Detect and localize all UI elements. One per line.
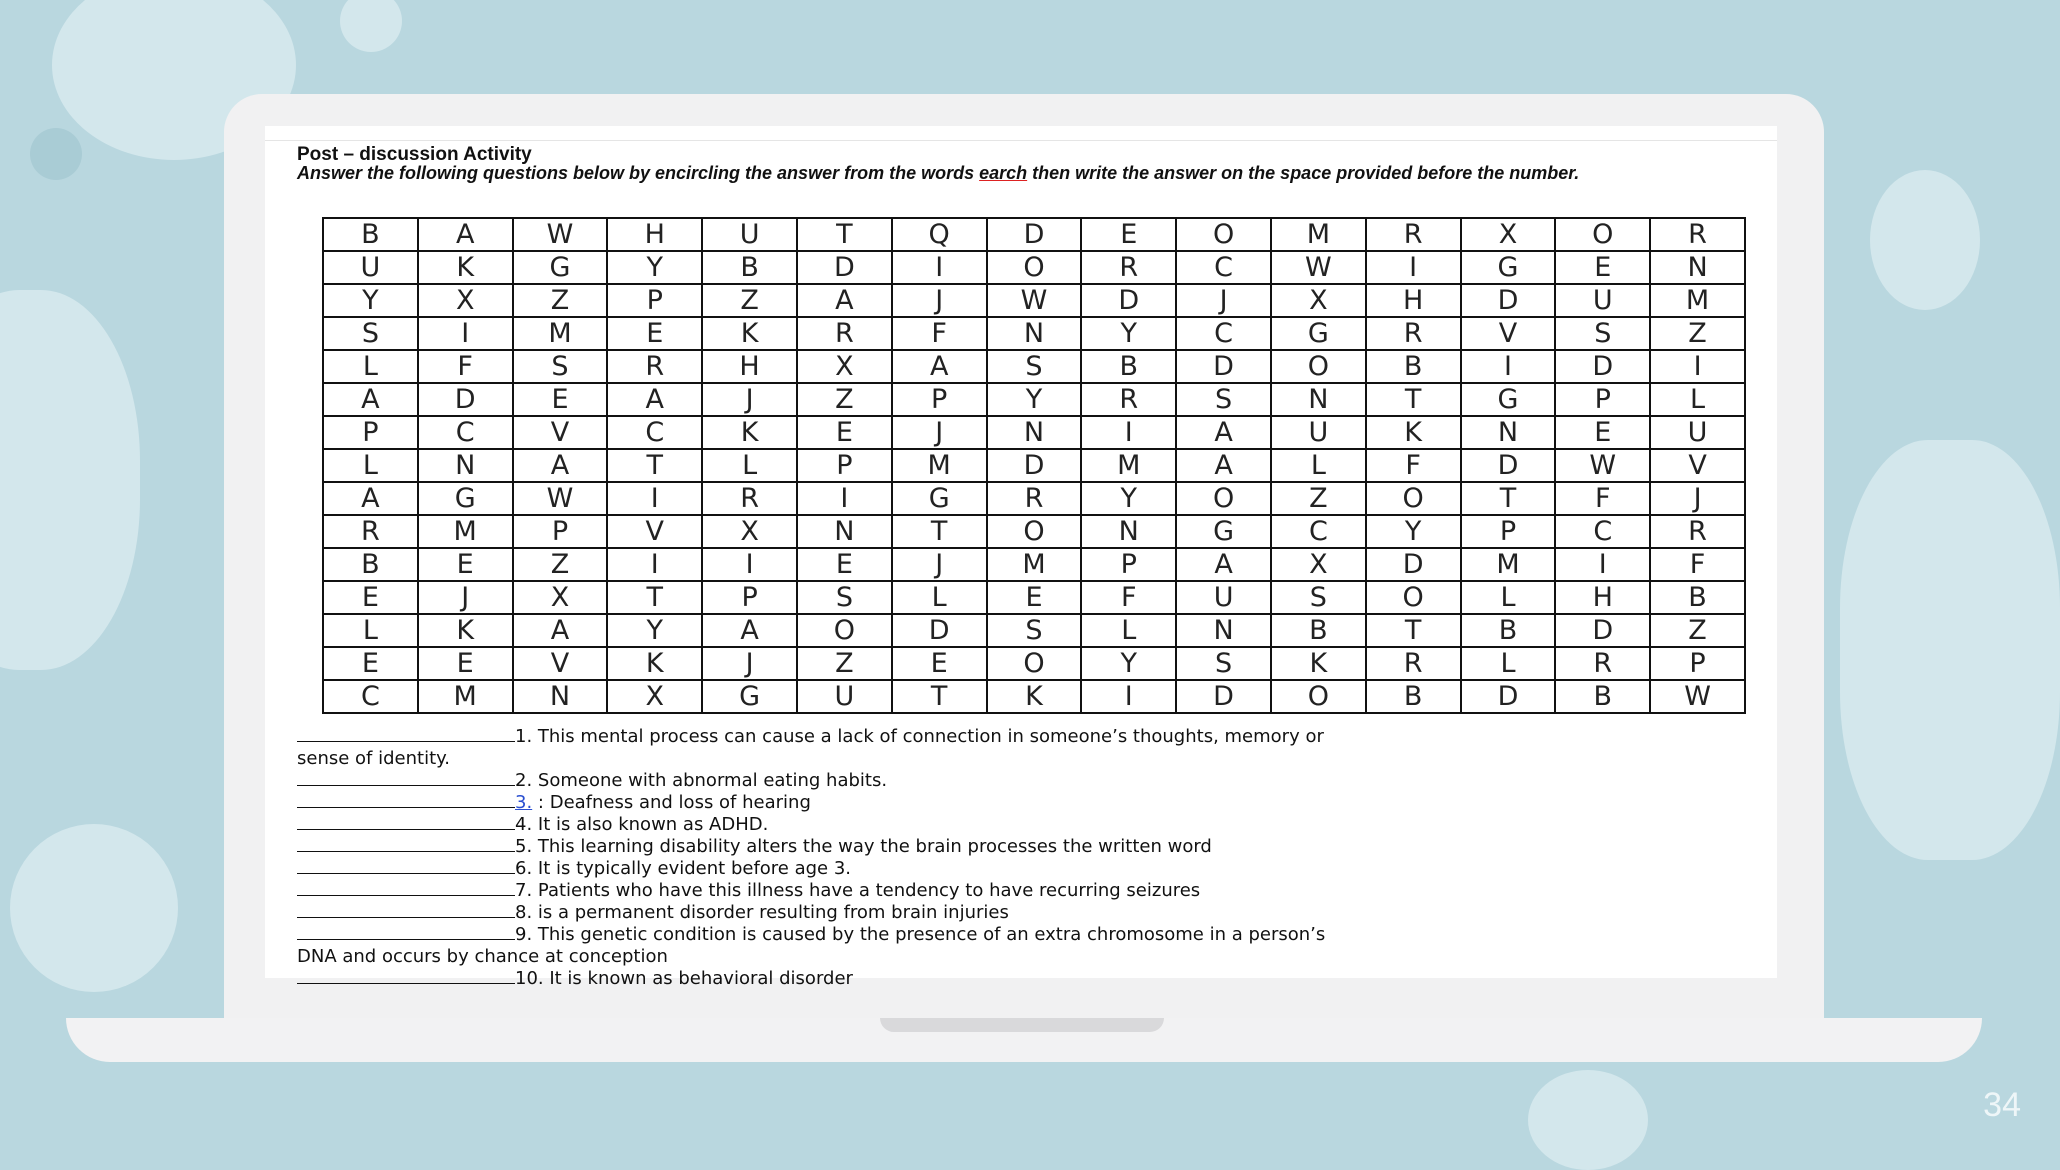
question-5 [297, 836, 1212, 857]
grid-cell[interactable]: D [892, 614, 987, 647]
question-1 [297, 726, 1324, 747]
grid-cell[interactable]: P [323, 416, 418, 449]
grid-cell[interactable]: X [418, 284, 513, 317]
grid-cell[interactable]: R [1366, 647, 1461, 680]
grid-cell[interactable]: D [987, 449, 1082, 482]
grid-row [323, 548, 1745, 581]
grid-cell[interactable]: N [797, 515, 892, 548]
grid-cell[interactable]: J [702, 383, 797, 416]
grid-cell[interactable]: X [513, 581, 608, 614]
grid-cell[interactable]: K [702, 416, 797, 449]
grid-cell[interactable]: Y [987, 383, 1082, 416]
grid-cell[interactable]: B [702, 251, 797, 284]
grid-cell[interactable]: I [607, 482, 702, 515]
grid-cell[interactable]: R [1366, 218, 1461, 251]
grid-cell[interactable]: I [892, 251, 987, 284]
grid-cell[interactable]: O [1176, 482, 1271, 515]
grid-cell[interactable]: G [892, 482, 987, 515]
grid-cell[interactable]: P [797, 449, 892, 482]
grid-cell[interactable]: E [797, 548, 892, 581]
grid-cell[interactable]: Z [1650, 317, 1745, 350]
grid-cell[interactable]: D [987, 218, 1082, 251]
slide-page-number: 34 [1983, 1086, 2021, 1124]
grid-cell[interactable]: A [892, 350, 987, 383]
question-3 [297, 792, 811, 813]
grid-cell[interactable]: O [1271, 350, 1366, 383]
grid-cell[interactable]: J [892, 548, 987, 581]
grid-cell[interactable]: M [418, 515, 513, 548]
grid-cell[interactable]: I [702, 548, 797, 581]
grid-cell[interactable]: D [1176, 350, 1271, 383]
grid-cell[interactable]: U [702, 218, 797, 251]
grid-cell[interactable]: E [418, 647, 513, 680]
worksheet-screen [265, 126, 1777, 989]
grid-cell[interactable]: T [1366, 614, 1461, 647]
grid-cell[interactable]: J [892, 416, 987, 449]
grid-cell[interactable]: O [987, 647, 1082, 680]
grid-cell[interactable]: P [1650, 647, 1745, 680]
answer-blank[interactable] [297, 903, 515, 918]
grid-cell[interactable]: A [323, 383, 418, 416]
grid-cell[interactable]: I [1650, 350, 1745, 383]
grid-cell[interactable]: O [797, 614, 892, 647]
answer-blank[interactable] [297, 859, 515, 874]
grid-cell[interactable]: A [323, 482, 418, 515]
question-7-text: 7. Patients who have this illness have a tendency to have recurring seizures [515, 880, 1201, 901]
grid-cell[interactable]: M [1081, 449, 1176, 482]
question-9-text: 9. This genetic condition is caused by the presence of an extra chromosome in a person’s [515, 924, 1326, 945]
grid-cell[interactable]: M [987, 548, 1082, 581]
grid-cell[interactable]: E [892, 647, 987, 680]
grid-cell[interactable]: P [1461, 515, 1556, 548]
grid-cell[interactable]: K [1366, 416, 1461, 449]
grid-cell[interactable]: L [323, 350, 418, 383]
grid-cell[interactable]: N [1271, 383, 1366, 416]
grid-cell[interactable]: O [1366, 581, 1461, 614]
question-2-text: 2. Someone with abnormal eating habits. [515, 770, 888, 791]
grid-cell[interactable]: H [702, 350, 797, 383]
grid-cell[interactable]: F [892, 317, 987, 350]
grid-cell[interactable]: I [607, 548, 702, 581]
grid-cell[interactable]: S [1555, 317, 1650, 350]
answer-blank[interactable] [297, 771, 515, 786]
grid-cell[interactable]: H [607, 218, 702, 251]
grid-cell[interactable]: K [607, 647, 702, 680]
grid-cell[interactable]: I [418, 317, 513, 350]
grid-cell[interactable]: L [1271, 449, 1366, 482]
question-7 [297, 880, 1200, 901]
grid-cell[interactable]: D [1461, 284, 1556, 317]
grid-cell[interactable]: O [1366, 482, 1461, 515]
grid-cell[interactable]: O [987, 251, 1082, 284]
grid-cell[interactable]: F [418, 350, 513, 383]
grid-cell[interactable]: S [797, 581, 892, 614]
question-4-text: 4. It is also known as ADHD. [515, 814, 769, 835]
grid-cell[interactable]: W [1650, 680, 1745, 713]
grid-row [323, 647, 1745, 680]
grid-cell[interactable]: G [1461, 383, 1556, 416]
grid-cell[interactable]: Q [892, 218, 987, 251]
grid-cell[interactable]: L [1461, 647, 1556, 680]
answer-blank[interactable] [297, 815, 515, 830]
grid-cell[interactable]: K [987, 680, 1082, 713]
grid-cell[interactable]: Y [323, 284, 418, 317]
grid-cell[interactable]: H [1366, 284, 1461, 317]
grid-cell[interactable]: Z [797, 647, 892, 680]
grid-cell[interactable]: P [1555, 383, 1650, 416]
question-3-text: : Deafness and loss of hearing [537, 792, 811, 813]
grid-cell[interactable]: F [1650, 548, 1745, 581]
grid-row [323, 680, 1745, 713]
grid-cell[interactable]: Z [1650, 614, 1745, 647]
grid-cell[interactable]: Y [1366, 515, 1461, 548]
question-1-text: 1. This mental process can cause a lack of connection in someone’s thoughts, memory or [515, 726, 1324, 747]
grid-cell[interactable]: I [797, 482, 892, 515]
grid-cell[interactable]: D [1461, 449, 1556, 482]
grid-cell[interactable]: E [1555, 251, 1650, 284]
grid-cell[interactable]: B [1271, 614, 1366, 647]
grid-cell[interactable]: D [1555, 614, 1650, 647]
grid-cell[interactable]: R [702, 482, 797, 515]
grid-row [323, 383, 1745, 416]
grid-cell[interactable]: A [1176, 548, 1271, 581]
grid-cell[interactable]: R [1081, 383, 1176, 416]
grid-cell[interactable]: K [1271, 647, 1366, 680]
grid-cell[interactable]: H [1555, 581, 1650, 614]
grid-row [323, 449, 1745, 482]
grid-cell[interactable]: L [892, 581, 987, 614]
grid-cell[interactable]: M [418, 680, 513, 713]
grid-cell[interactable]: U [1555, 284, 1650, 317]
grid-cell[interactable]: Y [1081, 317, 1176, 350]
grid-cell[interactable]: N [1461, 416, 1556, 449]
answer-blank[interactable] [297, 837, 515, 852]
grid-cell[interactable]: W [1555, 449, 1650, 482]
grid-cell[interactable]: O [1271, 680, 1366, 713]
grid-row [323, 317, 1745, 350]
grid-cell[interactable]: Y [607, 251, 702, 284]
grid-cell[interactable]: I [1366, 251, 1461, 284]
grid-cell[interactable]: U [323, 251, 418, 284]
grid-row [323, 284, 1745, 317]
instruction-part-1: Answer the following questions below by encircling the answer from the words [297, 163, 980, 183]
grid-cell[interactable]: J [702, 647, 797, 680]
grid-cell[interactable]: T [1366, 383, 1461, 416]
question-4 [297, 814, 768, 835]
background-blob [340, 0, 402, 52]
grid-cell[interactable]: W [987, 284, 1082, 317]
background-blob [30, 128, 82, 180]
grid-cell[interactable]: C [418, 416, 513, 449]
grid-cell[interactable]: R [1555, 647, 1650, 680]
grid-row [323, 218, 1745, 251]
grid-cell[interactable]: R [1650, 515, 1745, 548]
grid-cell[interactable]: I [1081, 416, 1176, 449]
question-8 [297, 902, 1009, 923]
grid-cell[interactable]: N [987, 317, 1082, 350]
grid-cell[interactable]: V [607, 515, 702, 548]
question-3-number-link[interactable]: 3. [515, 792, 533, 813]
grid-cell[interactable]: U [1271, 416, 1366, 449]
grid-cell[interactable]: U [1650, 416, 1745, 449]
grid-cell[interactable]: T [892, 680, 987, 713]
grid-cell[interactable]: Z [513, 548, 608, 581]
grid-cell[interactable]: K [702, 317, 797, 350]
grid-cell[interactable]: Y [607, 614, 702, 647]
grid-cell[interactable]: G [1461, 251, 1556, 284]
question-6 [297, 858, 851, 879]
grid-cell[interactable]: M [1650, 284, 1745, 317]
grid-cell[interactable]: C [1555, 515, 1650, 548]
grid-row [323, 350, 1745, 383]
grid-cell[interactable]: E [607, 317, 702, 350]
question-2 [297, 770, 887, 791]
grid-cell[interactable]: D [1081, 284, 1176, 317]
grid-cell[interactable]: V [1461, 317, 1556, 350]
grid-cell[interactable]: V [513, 416, 608, 449]
grid-cell[interactable]: S [987, 350, 1082, 383]
question-1-continued: sense of identity. [297, 748, 450, 769]
grid-cell[interactable]: R [607, 350, 702, 383]
answer-blank[interactable] [297, 793, 515, 808]
grid-cell[interactable]: N [987, 416, 1082, 449]
grid-cell[interactable]: X [702, 515, 797, 548]
grid-cell[interactable]: A [702, 614, 797, 647]
grid-cell[interactable]: D [1461, 680, 1556, 713]
grid-cell[interactable]: Z [1271, 482, 1366, 515]
grid-cell[interactable]: E [323, 581, 418, 614]
grid-cell[interactable]: C [1176, 317, 1271, 350]
grid-cell[interactable]: Z [797, 383, 892, 416]
grid-cell[interactable]: B [1555, 680, 1650, 713]
grid-cell[interactable]: G [513, 251, 608, 284]
background-blob [10, 824, 178, 992]
grid-cell[interactable]: B [1461, 614, 1556, 647]
grid-cell[interactable]: R [797, 317, 892, 350]
word-search-grid [322, 217, 1746, 714]
answer-blank[interactable] [297, 881, 515, 896]
grid-cell[interactable]: N [418, 449, 513, 482]
background-blob [0, 290, 140, 670]
grid-cell[interactable]: R [323, 515, 418, 548]
grid-cell[interactable]: P [607, 284, 702, 317]
worksheet-title: Post – discussion Activity [297, 144, 532, 165]
grid-cell[interactable]: E [1081, 218, 1176, 251]
worksheet-instruction [297, 163, 1757, 183]
grid-cell[interactable]: W [513, 482, 608, 515]
grid-cell[interactable]: W [1271, 251, 1366, 284]
grid-cell[interactable]: O [1555, 218, 1650, 251]
grid-cell[interactable]: F [1366, 449, 1461, 482]
grid-cell[interactable]: D [418, 383, 513, 416]
grid-cell[interactable]: B [1650, 581, 1745, 614]
grid-cell[interactable]: P [513, 515, 608, 548]
grid-cell[interactable]: G [702, 680, 797, 713]
grid-cell[interactable]: Z [702, 284, 797, 317]
instruction-part-2: then write the answer on the space provided before the number. [1027, 163, 1580, 183]
grid-cell[interactable]: P [702, 581, 797, 614]
grid-cell[interactable]: K [418, 614, 513, 647]
grid-cell[interactable]: G [418, 482, 513, 515]
grid-cell[interactable]: B [1366, 350, 1461, 383]
grid-cell[interactable]: N [513, 680, 608, 713]
grid-cell[interactable]: R [1650, 218, 1745, 251]
background-blob [1528, 1070, 1648, 1170]
grid-cell[interactable]: Z [513, 284, 608, 317]
grid-cell[interactable]: S [987, 614, 1082, 647]
grid-cell[interactable]: N [1176, 614, 1271, 647]
grid-cell[interactable]: E [1555, 416, 1650, 449]
grid-row [323, 515, 1745, 548]
grid-cell[interactable]: L [1081, 614, 1176, 647]
grid-cell[interactable]: S [1176, 383, 1271, 416]
grid-cell[interactable]: J [418, 581, 513, 614]
grid-cell[interactable]: K [418, 251, 513, 284]
grid-cell[interactable]: E [797, 416, 892, 449]
grid-cell[interactable]: C [1271, 515, 1366, 548]
grid-row [323, 581, 1745, 614]
grid-cell[interactable]: T [1461, 482, 1556, 515]
grid-cell[interactable]: V [1650, 449, 1745, 482]
grid-cell[interactable]: B [1081, 350, 1176, 383]
grid-cell[interactable]: M [513, 317, 608, 350]
background-blob [1870, 170, 1980, 310]
grid-cell[interactable]: D [1176, 680, 1271, 713]
grid-cell[interactable]: S [1176, 647, 1271, 680]
grid-cell[interactable]: L [1650, 383, 1745, 416]
grid-cell[interactable]: F [1555, 482, 1650, 515]
grid-cell[interactable]: T [607, 449, 702, 482]
question-10-text: 10. It is known as behavioral disorder [515, 968, 853, 989]
grid-cell[interactable]: W [513, 218, 608, 251]
grid-cell[interactable]: A [797, 284, 892, 317]
grid-cell[interactable]: I [1461, 350, 1556, 383]
grid-cell[interactable]: E [987, 581, 1082, 614]
grid-cell[interactable]: A [418, 218, 513, 251]
grid-cell[interactable]: A [513, 614, 608, 647]
grid-cell[interactable]: B [1366, 680, 1461, 713]
grid-cell[interactable]: R [1366, 317, 1461, 350]
grid-cell[interactable]: A [1176, 449, 1271, 482]
grid-cell[interactable]: N [1081, 515, 1176, 548]
grid-cell[interactable]: T [607, 581, 702, 614]
grid-row [323, 416, 1745, 449]
question-9 [297, 924, 1325, 945]
grid-cell[interactable]: G [1176, 515, 1271, 548]
grid-cell[interactable]: R [1081, 251, 1176, 284]
grid-cell[interactable]: Y [1081, 482, 1176, 515]
grid-cell[interactable]: B [323, 218, 418, 251]
grid-cell[interactable]: S [323, 317, 418, 350]
grid-cell[interactable]: T [797, 218, 892, 251]
grid-cell[interactable]: L [323, 449, 418, 482]
grid-cell[interactable]: B [323, 548, 418, 581]
grid-cell[interactable]: G [1271, 317, 1366, 350]
grid-row [323, 482, 1745, 515]
grid-cell[interactable]: L [1461, 581, 1556, 614]
grid-cell[interactable]: T [892, 515, 987, 548]
background-blob [1840, 440, 2060, 860]
grid-cell[interactable]: M [1461, 548, 1556, 581]
question-6-text: 6. It is typically evident before age 3. [515, 858, 852, 879]
grid-cell[interactable]: O [987, 515, 1082, 548]
grid-cell[interactable]: C [607, 416, 702, 449]
grid-cell[interactable]: O [1176, 218, 1271, 251]
grid-cell[interactable]: D [797, 251, 892, 284]
grid-cell[interactable]: X [607, 680, 702, 713]
header-rule [265, 140, 1777, 141]
instruction-misspelled-word: earch [979, 163, 1028, 183]
grid-cell[interactable]: D [1555, 350, 1650, 383]
question-10 [297, 968, 853, 989]
grid-cell[interactable]: S [513, 350, 608, 383]
grid-cell[interactable]: X [1271, 548, 1366, 581]
grid-cell[interactable]: V [513, 647, 608, 680]
question-8-text: 8. is a permanent disorder resulting from brain injuries [515, 902, 1009, 923]
grid-cell[interactable]: M [1271, 218, 1366, 251]
grid-cell[interactable]: U [1176, 581, 1271, 614]
grid-cell[interactable]: R [987, 482, 1082, 515]
grid-cell[interactable]: E [323, 647, 418, 680]
grid-cell[interactable]: A [1176, 416, 1271, 449]
grid-cell[interactable]: J [892, 284, 987, 317]
grid-cell[interactable]: M [892, 449, 987, 482]
question-5-text: 5. This learning disability alters the way the brain processes the written word [515, 836, 1212, 857]
grid-cell[interactable]: X [797, 350, 892, 383]
grid-cell[interactable]: N [1650, 251, 1745, 284]
grid-cell[interactable]: P [1081, 548, 1176, 581]
grid-row [323, 614, 1745, 647]
laptop-notch [880, 1018, 1164, 1032]
grid-cell[interactable]: S [1271, 581, 1366, 614]
grid-cell[interactable]: C [1176, 251, 1271, 284]
grid-cell[interactable]: L [702, 449, 797, 482]
grid-cell[interactable]: X [1461, 218, 1556, 251]
grid-row [323, 251, 1745, 284]
grid-cell[interactable]: P [892, 383, 987, 416]
grid-cell[interactable]: J [1176, 284, 1271, 317]
grid-cell[interactable]: L [323, 614, 418, 647]
grid-cell[interactable]: D [1366, 548, 1461, 581]
grid-cell[interactable]: E [418, 548, 513, 581]
grid-cell[interactable]: F [1081, 581, 1176, 614]
question-9-continued: DNA and occurs by chance at conception [297, 946, 668, 967]
grid-cell[interactable]: U [797, 680, 892, 713]
answer-blank[interactable] [297, 969, 515, 984]
grid-cell[interactable]: I [1555, 548, 1650, 581]
grid-cell[interactable]: Y [1081, 647, 1176, 680]
grid-cell[interactable]: C [323, 680, 418, 713]
grid-cell[interactable]: E [513, 383, 608, 416]
grid-cell[interactable]: A [513, 449, 608, 482]
answer-blank[interactable] [297, 727, 515, 742]
grid-cell[interactable]: I [1081, 680, 1176, 713]
grid-cell[interactable]: A [607, 383, 702, 416]
answer-blank[interactable] [297, 925, 515, 940]
grid-cell[interactable]: X [1271, 284, 1366, 317]
grid-cell[interactable]: J [1650, 482, 1745, 515]
